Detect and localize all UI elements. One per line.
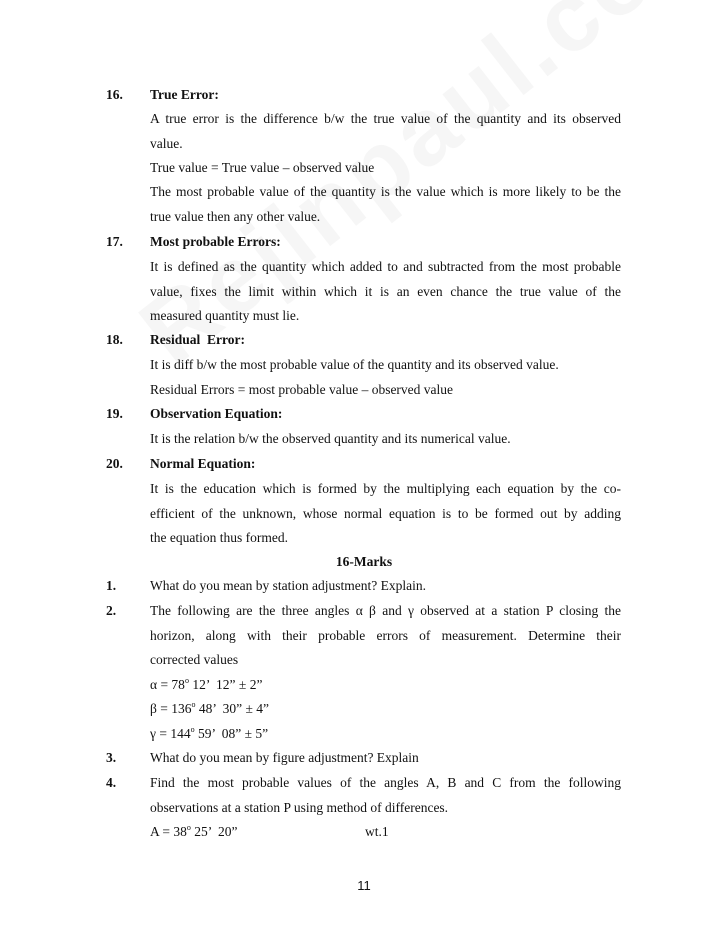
- item-number: 18.: [106, 332, 123, 347]
- text-line: [0, 304, 728, 328]
- question-number: 1.: [106, 578, 117, 593]
- question-1: [0, 574, 728, 598]
- item-16-heading: [0, 83, 728, 107]
- text-line-content: The most probable value of the quantity is the value which is more likely to be the: [150, 184, 621, 199]
- question-text: What do you mean by station adjustment? Explain.: [150, 578, 426, 593]
- text-line: [0, 796, 728, 820]
- item-17-heading: [0, 230, 728, 254]
- question-3: [0, 746, 728, 770]
- observation-a: [0, 820, 728, 844]
- section-heading: 16-Marks: [335, 554, 393, 569]
- question-number: 3.: [106, 750, 117, 765]
- text-line-content: A true error is the difference b/w the true value of the quantity and its observed: [150, 111, 621, 126]
- question-2: [0, 599, 728, 623]
- text-line-content: observations at a station P using method of differences.: [150, 800, 449, 815]
- text-line-content: True value = True value – observed value: [150, 160, 375, 175]
- text-line-content: measured quantity must lie.: [150, 308, 300, 323]
- text-line-content: the equation thus formed.: [150, 530, 288, 545]
- text-line: [0, 378, 728, 402]
- item-title: Observation Equation:: [150, 406, 283, 421]
- angle-alpha: [0, 673, 728, 697]
- text-line: [0, 353, 728, 377]
- text-line-content: It is the education which is formed by the multiplying each equation by the co-: [150, 481, 621, 496]
- item-title: Most probable Errors:: [150, 234, 281, 249]
- question-number: 2.: [106, 603, 117, 618]
- question-text: What do you mean by figure adjustment? Explain: [150, 750, 419, 765]
- angle-beta: [0, 697, 728, 721]
- text-line-content: corrected values: [150, 652, 239, 667]
- text-line: [0, 132, 728, 156]
- text-line-content: value, fixes the limit within which it is an even chance the true value of the: [150, 284, 621, 299]
- question-text: Find the most probable values of the angles A, B and C from the following: [150, 775, 621, 790]
- text-line-content: value.: [150, 136, 183, 151]
- page-number: 11: [357, 878, 371, 893]
- text-line: [0, 180, 728, 204]
- item-18-heading: [0, 328, 728, 352]
- text-line-content: efficient of the unknown, whose normal equation is to be formed out by adding: [150, 506, 621, 521]
- item-19-heading: [0, 402, 728, 426]
- text-line-content: It is defined as the quantity which added to and subtracted from the most probable: [150, 259, 621, 274]
- text-line: [0, 205, 728, 229]
- text-line: [0, 156, 728, 180]
- text-line-content: Residual Errors = most probable value – observed value: [150, 382, 454, 397]
- item-number: 20.: [106, 456, 123, 471]
- item-20-heading: [0, 452, 728, 476]
- item-title: Normal Equation:: [150, 456, 256, 471]
- item-number: 17.: [106, 234, 123, 249]
- question-4: [0, 771, 728, 795]
- text-line: [0, 526, 728, 550]
- text-line: [0, 280, 728, 304]
- text-line: [0, 255, 728, 279]
- text-line: [0, 624, 728, 648]
- item-number: 16.: [106, 87, 123, 102]
- text-line: [0, 502, 728, 526]
- item-title: True Error:: [150, 87, 219, 102]
- text-line: [0, 107, 728, 131]
- text-line-content: horizon, along with their probable errors of measurement. Determine their: [150, 628, 621, 643]
- text-line-content: It is diff b/w the most probable value of the quantity and its observed value.: [150, 357, 559, 372]
- observation-value: $A = 38^o$ 25’ 20”: [150, 823, 238, 839]
- item-number: 19.: [106, 406, 123, 421]
- text-line-content: true value then any other value.: [150, 209, 321, 224]
- text-line: [0, 427, 728, 451]
- angle-value: $\alpha = 78^o$ 12’ 12” ± 2”: [150, 676, 263, 692]
- text-line: [0, 648, 728, 672]
- text-line: [0, 477, 728, 501]
- item-title: Residual Error:: [150, 332, 245, 347]
- question-text: The following are the three angles α β and γ observed at a station P closing the: [150, 603, 621, 618]
- observation-weight: wt.1: [365, 824, 389, 839]
- angle-gamma: [0, 722, 728, 746]
- question-number: 4.: [106, 775, 117, 790]
- angle-value: $\gamma = 144^o$ 59’ 08” ± 5”: [150, 725, 269, 741]
- section-heading-row: [0, 550, 728, 574]
- angle-value: $\beta = 136^o$ 48’ 30” ± 4”: [150, 700, 269, 716]
- text-line-content: It is the relation b/w the observed quantity and its numerical value.: [150, 431, 511, 446]
